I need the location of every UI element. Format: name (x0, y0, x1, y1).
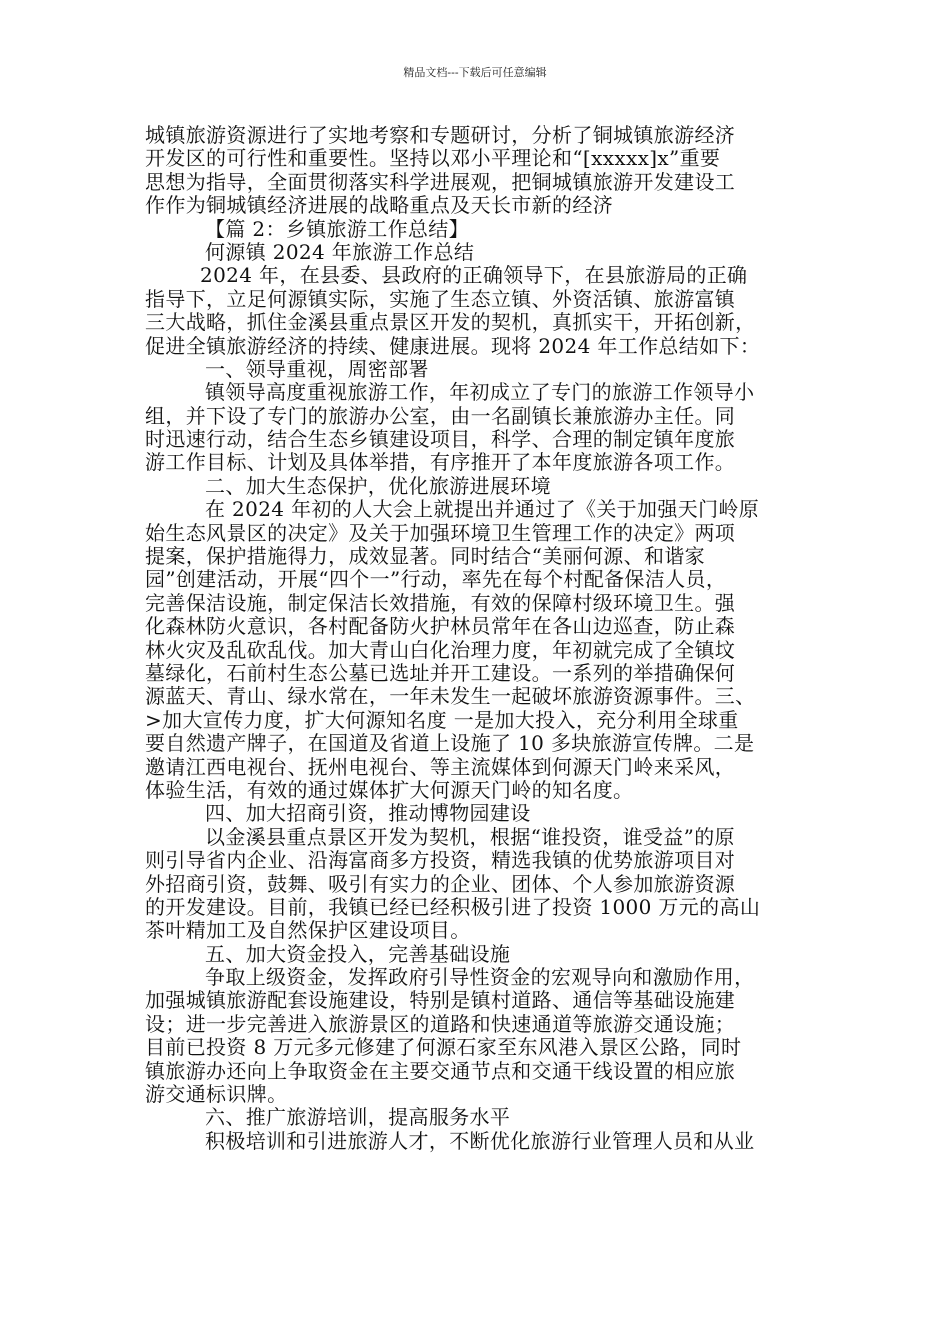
text-line: 何源镇 2024 年旅游工作总结 (205, 239, 475, 264)
text-line: 则引导省内企业、沿海富商多方投资，精选我镇的优势旅游项目对 (145, 848, 736, 873)
text-line: 邀请江西电视台、抚州电视台、等主流媒体到何源天门岭来采风， (145, 754, 736, 779)
text-line: 的开发建设。目前，我镇已经已经积极引进了投资 1000 万元的高山 (145, 894, 761, 919)
text-line: 六、推广旅游培训，提高服务水平 (205, 1105, 511, 1130)
text-line: 思想为指导，全面贯彻落实科学进展观，把铜城镇旅游开发建设工 (145, 169, 736, 194)
text-line: 积极培训和引进旅游人才，不断优化旅游行业管理人员和从业 (205, 1128, 755, 1153)
text-line: >加大宣传力度，扩大何源知名度 一是加大投入，充分利用全球重 (145, 707, 739, 732)
text-line: 开发区的可行性和重要性。坚持以邓小平理论和“[xxxxx]x”重要 (145, 146, 721, 171)
text-line: 墓绿化，石前村生态公墓已选址并开工建设。一系列的举措确保何 (145, 660, 736, 685)
text-line: 时迅速行动，结合生态乡镇建设项目，科学、合理的制定镇年度旅 (145, 427, 736, 452)
text-line: 三大战略，抓住金溪县重点景区开发的契机，真抓实干，开拓创新， (145, 310, 756, 335)
document-body (145, 124, 825, 1153)
text-line: 组，并下设了专门的旅游办公室，由一名副镇长兼旅游办主任。同 (145, 403, 736, 428)
text-line: 源蓝天、青山、绿水常在，一年未发生一起破坏旅游资源事件。三、 (145, 684, 756, 709)
text-line: 加强城镇旅游配套设施建设，特别是镇村道路、通信等基础设施建 (145, 988, 736, 1013)
text-line: 始生态风景区的决定》及关于加强环境卫生管理工作的决定》两项 (145, 520, 736, 545)
text-line: 四、加大招商引资，推动博物园建设 (205, 801, 531, 826)
text-line: 茶叶精加工及自然保护区建设项目。 (145, 918, 471, 943)
text-line: 体验生活，有效的通过媒体扩大何源天门岭的知名度。 (145, 777, 634, 802)
text-line: 完善保洁设施，制定保洁长效措施，有效的保障村级环境卫生。强 (145, 590, 736, 615)
text-line: 在 2024 年初的人大会上就提出并通过了《关于加强天门岭原 (205, 497, 760, 522)
text-line: 镇领导高度重视旅游工作，年初成立了专门的旅游工作领导小 (205, 380, 755, 405)
text-line: 城镇旅游资源进行了实地考察和专题研讨，分析了铜城镇旅游经济 (145, 123, 736, 147)
text-line: 化森林防火意识，各村配备防火护林员常年在各山边巡查，防止森 (145, 614, 736, 639)
text-line: 外招商引资，鼓舞、吸引有实力的企业、团体、个人参加旅游资源 (145, 871, 736, 896)
text-line: 镇旅游办还向上争取资金在主要交通节点和交通干线设置的相应旅 (145, 1058, 736, 1083)
text-line: 游工作目标、计划及具体举措，有序推开了本年度旅游各项工作。 (145, 450, 736, 475)
text-line: 作作为铜城镇经济进展的战略重点及天长市新的经济 (145, 193, 614, 218)
text-line: 促进全镇旅游经济的持续、健康进展。现将 2024 年工作总结如下： (145, 333, 761, 358)
text-line: 指导下，立足何源镇实际，实施了生态立镇、外资活镇、旅游富镇 (145, 286, 736, 311)
page-header: 精品文档---下载后可任意编辑 (403, 66, 547, 79)
text-line: 一、领导重视，周密部署 (205, 356, 429, 381)
text-line: 设；进一步完善进入旅游景区的道路和快速通道等旅游交通设施； (145, 1011, 736, 1036)
text-line: 要自然遗产牌子，在国道及省道上设施了 10 多块旅游宣传牌。二是 (145, 731, 755, 756)
text-line: 二、加大生态保护，优化旅游进展环境 (205, 473, 551, 498)
text-line: 五、加大资金投入，完善基础设施 (205, 941, 511, 966)
text-line: 以金溪县重点景区开发为契机，根据“谁投资，谁受益”的原 (205, 824, 735, 849)
text-line: 林火灾及乱砍乱伐。加大青山白化治理力度，年初就完成了全镇坟 (145, 637, 736, 662)
text-line: 【篇 2：乡镇旅游工作总结】 (205, 216, 469, 241)
text-line: 提案，保护措施得力，成效显著。同时结合“美丽何源、和谐家 (145, 544, 706, 569)
text-line: 目前已投资 8 万元多元修建了何源石家至东风港入景区公路，同时 (145, 1035, 742, 1060)
text-line: 游交通标识牌。 (145, 1082, 288, 1107)
text-line: 园”创建活动，开展“四个一”行动，率先在每个村配备保洁人员， (145, 567, 727, 592)
text-line: 2024 年，在县委、县政府的正确领导下，在县旅游局的正确 (200, 263, 748, 288)
text-line: 争取上级资金，发挥政府引导性资金的宏观导向和激励作用， (205, 965, 755, 990)
